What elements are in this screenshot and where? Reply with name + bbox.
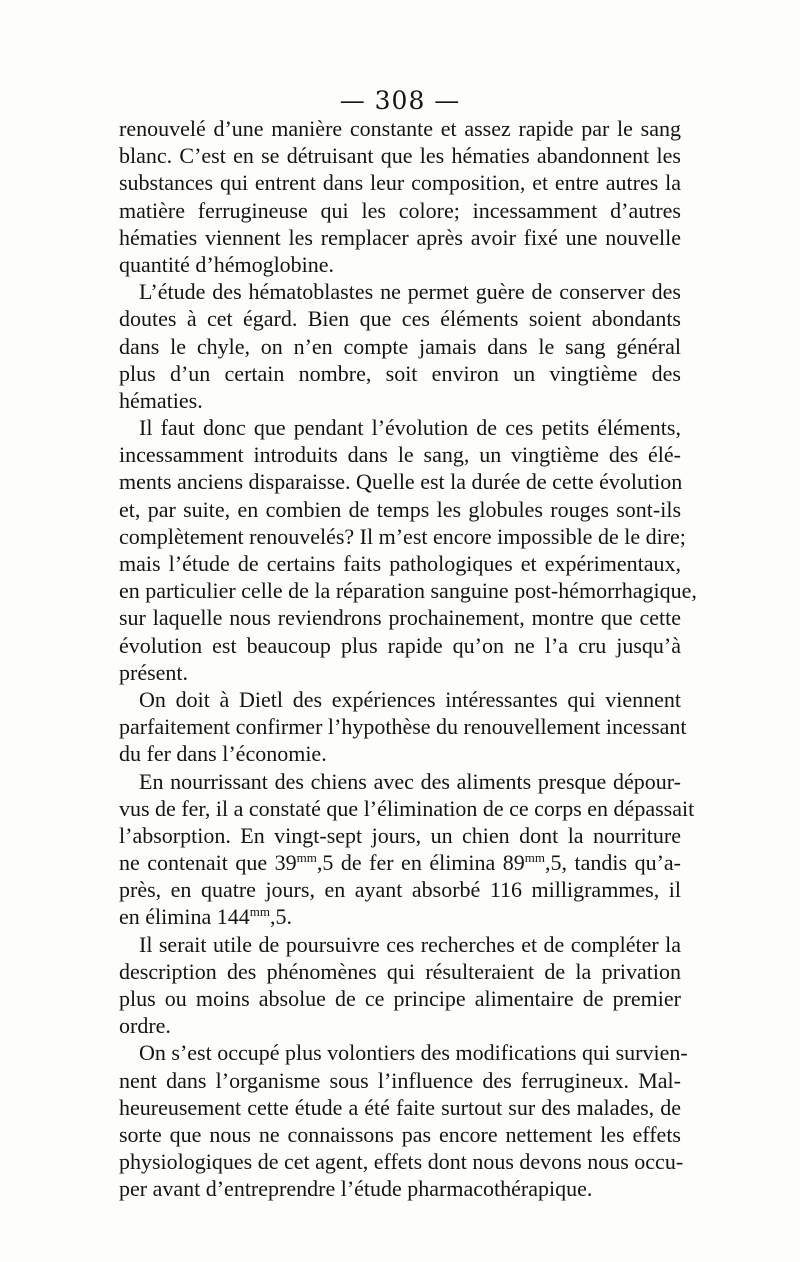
text-line: en particulier celle de la réparation sanguine post-hémorrhagique,: [119, 578, 697, 604]
text-line: l’absorption. En vingt-sept jours, un chien dont la nourriture: [119, 822, 681, 848]
text-line: On s’est occupé plus volontiers des modifications qui survien-: [139, 1040, 688, 1066]
unit-superscript: mm: [249, 904, 270, 920]
text-line: plus d’un certain nombre, soit environ un vingtième des: [119, 360, 681, 386]
text-line: heureusement cette étude a été faite surtout sur des malades, de: [119, 1094, 681, 1120]
text-line: substances qui entrent dans leur composition, et entre autres la: [119, 170, 681, 196]
text-line: hématies viennent les remplacer après avoir fixé une nouvelle: [119, 224, 681, 250]
paragraph: [119, 115, 681, 278]
text-line: parfaitement confirmer l’hypothèse du renouvellement incessant: [119, 714, 687, 740]
text-line: dans le chyle, on n’en compte jamais dans le sang général: [119, 333, 681, 359]
paragraph: [119, 1039, 688, 1202]
unit-superscript: mm: [524, 850, 546, 866]
text-line: vus de fer, il a constaté que l’élimination de ce corps en dépassait: [119, 795, 695, 821]
paragraph: [119, 931, 681, 1040]
text-line: On doit à Dietl des expériences intéressantes qui viennent: [139, 686, 681, 712]
text-line: quantité d’hémoglobine.: [119, 251, 335, 277]
text-line: Il serait utile de poursuivre ces recherches et de compléter la: [139, 931, 681, 957]
text-line: renouvelé d’une manière constante et assez rapide par le sang: [119, 116, 681, 141]
text-line: et, par suite, en combien de temps les globules rouges sont-ils: [119, 496, 681, 522]
unit-superscript: mm: [296, 850, 317, 866]
body-text: [119, 115, 697, 1203]
text-line: évolution est beaucoup plus rapide qu’on ne l’a cru jusqu’à: [119, 632, 681, 658]
text-line: ordre.: [119, 1013, 171, 1039]
text-line: ments anciens disparaisse. Quelle est la durée de cette évolution: [119, 469, 683, 495]
text-line: description des phénomènes qui résulteraient de la privation: [119, 958, 681, 984]
text-line: présent.: [119, 659, 189, 685]
text-line: plus ou moins absolue de ce principe alimentaire de premier: [119, 986, 681, 1011]
text-line: hématies.: [119, 387, 203, 413]
text-line: physiologiques de cet agent, effets dont nous devons nous occu-: [119, 1149, 684, 1175]
text-line: blanc. C’est en se détruisant que les hématies abandonnent les: [119, 143, 681, 169]
text-line: près, en quatre jours, en ayant absorbé 116 milligrammes, il: [119, 877, 681, 903]
paragraph: [119, 768, 695, 931]
text-line: L’étude des hématoblastes ne permet guère de conserver des: [139, 279, 681, 305]
text-line: Il faut donc que pendant l’évolution de ces petits éléments,: [139, 415, 681, 441]
text-line: En nourrissant des chiens avec des aliments presque dépour-: [139, 768, 681, 794]
text-line: [119, 903, 681, 930]
text-line: sorte que nous ne connaissons pas encore nettement les effets: [119, 1121, 681, 1147]
text-fragment: ne contenait que 39: [119, 850, 297, 876]
paragraph: [119, 414, 697, 686]
text-line: per avant d’entreprendre l’étude pharmacothérapique.: [119, 1176, 593, 1202]
text-line: nent dans l’organisme sous l’influence des ferrugineux. Mal-: [119, 1067, 681, 1093]
text-fragment: ,5.: [269, 904, 292, 930]
text-line: doutes à cet égard. Bien que ces éléments soient abondants: [119, 306, 681, 332]
text-line: complètement renouvelés? Il m’est encore impossible de le dire;: [119, 523, 686, 549]
text-line: [119, 849, 681, 876]
paragraph: [119, 686, 687, 768]
text-line: sur laquelle nous reviendrons prochainement, montre que cette: [119, 605, 681, 631]
text-fragment: ,5, tandis qu’a-: [545, 850, 681, 876]
text-line: mais l’étude de certains faits pathologiques et expérimentaux,: [119, 551, 681, 576]
text-fragment: ,5 de fer en élimina 89: [316, 850, 525, 876]
page-number: — 308 —: [339, 86, 461, 115]
text-line: du fer dans l’économie.: [119, 741, 327, 767]
paragraph: [119, 278, 681, 414]
text-line: matière ferrugineuse qui les colore; incessamment d’autres: [119, 197, 681, 223]
text-fragment: en élimina 144: [119, 904, 250, 930]
text-line: incessamment introduits dans le sang, un vingtième des élé-: [119, 442, 681, 468]
